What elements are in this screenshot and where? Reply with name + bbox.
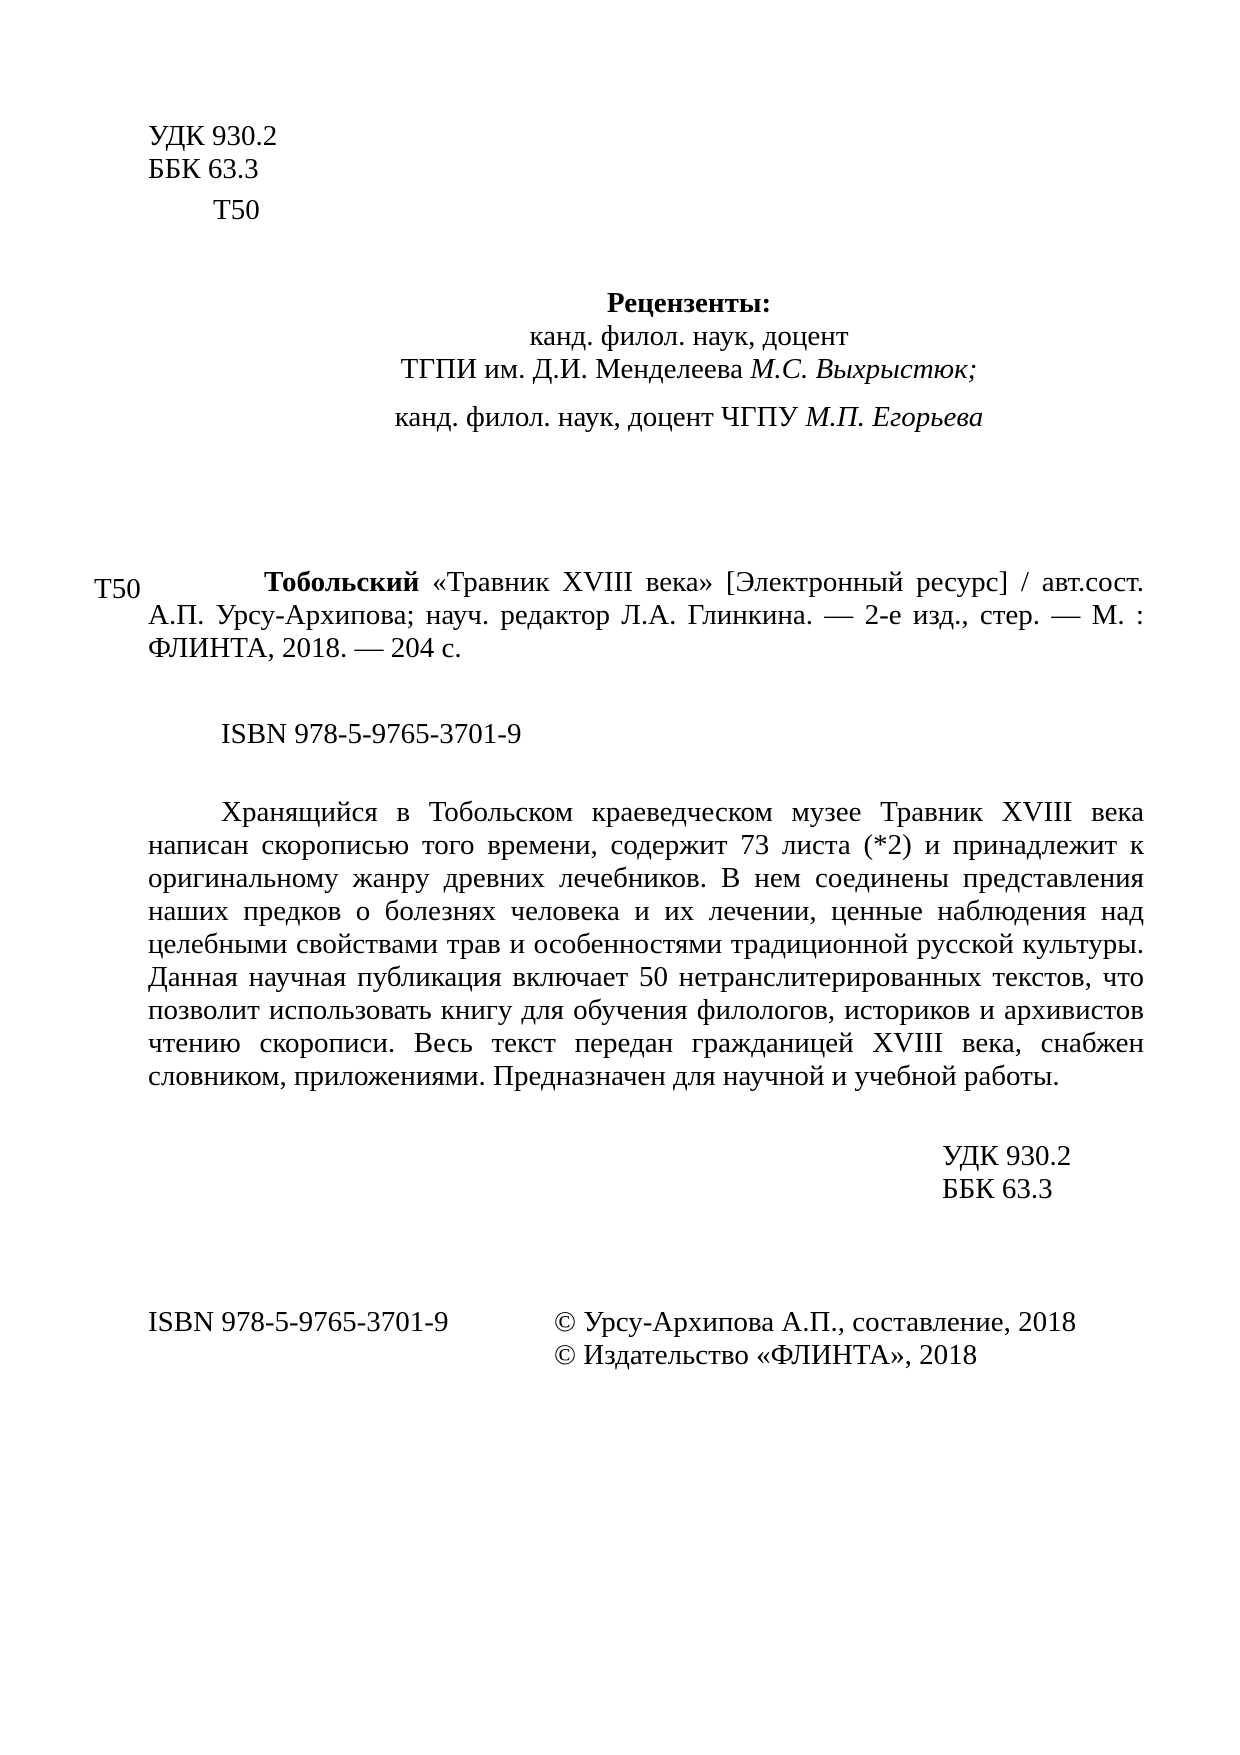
bbk-code-top: ББК 63.3 — [148, 153, 259, 185]
reviewers-title: Рецензенты: — [606, 287, 772, 319]
reviewer1-affiliation — [0, 353, 1240, 386]
reviewer1-institution: ТГПИ им. Д.И. Менделеева — [400, 353, 751, 385]
catalog-description: «Травник XVIII века» [Электронный ресурс] / авт.сост. А.П. Урсу-Архипова; науч. редактор Л.А. Глинкина. — 2-е изд., стер. — М. : ФЛИНТА, 2018. — 204 с. — [148, 566, 1144, 664]
reviewer1-degree: канд. филол. наук, доцент — [529, 320, 849, 352]
author-code-top: Т50 — [213, 194, 260, 226]
udk-code-bottom: УДК 930.2 — [942, 1140, 1072, 1172]
catalog-author-code: Т50 — [94, 573, 141, 605]
catalog-title-keyword: Тобольский — [264, 566, 420, 598]
copyright-author: © Урсу-Архипова А.П., составление, 2018 — [554, 1306, 1077, 1338]
isbn-main: ISBN 978-5-9765-3701-9 — [221, 718, 522, 750]
bbk-code-bottom: ББК 63.3 — [942, 1173, 1053, 1205]
reviewer2 — [0, 401, 1240, 434]
reviewer1-name: М.С. Выхрыстюк; — [750, 353, 978, 385]
reviewer2-name: М.П. Егорьева — [805, 401, 984, 433]
reviewer2-degree: канд. филол. наук, доцент ЧГПУ — [394, 401, 806, 433]
copyright-publisher: © Издательство «ФЛИНТА», 2018 — [554, 1339, 978, 1371]
udk-code-top: УДК 930.2 — [148, 120, 278, 152]
isbn-footer: ISBN 978-5-9765-3701-9 — [148, 1306, 449, 1338]
bibliographic-record — [148, 566, 1144, 665]
annotation-paragraph: Хранящийся в Тобольском краеведческом музее Травник XVIII века написан скорописью того времени, содержит 73 листа (*2) и принадлежит к оригинальному жанру древних лечебников. В нем соединены представления наших предков о болезнях человека и их лечении, ценные наблюдения над целебными свойствами трав и особенностями традиционной русской культуры. Данная научная публикация включает 50 нетранслитерированных текстов, что позволит использовать книгу для обучения филологов, историков и архивистов чтению скорописи. Весь текст передан гражданицей XVIII века, снабжен словником, приложениями. Предназначен для научной и учебной работы. — [148, 796, 1144, 1092]
